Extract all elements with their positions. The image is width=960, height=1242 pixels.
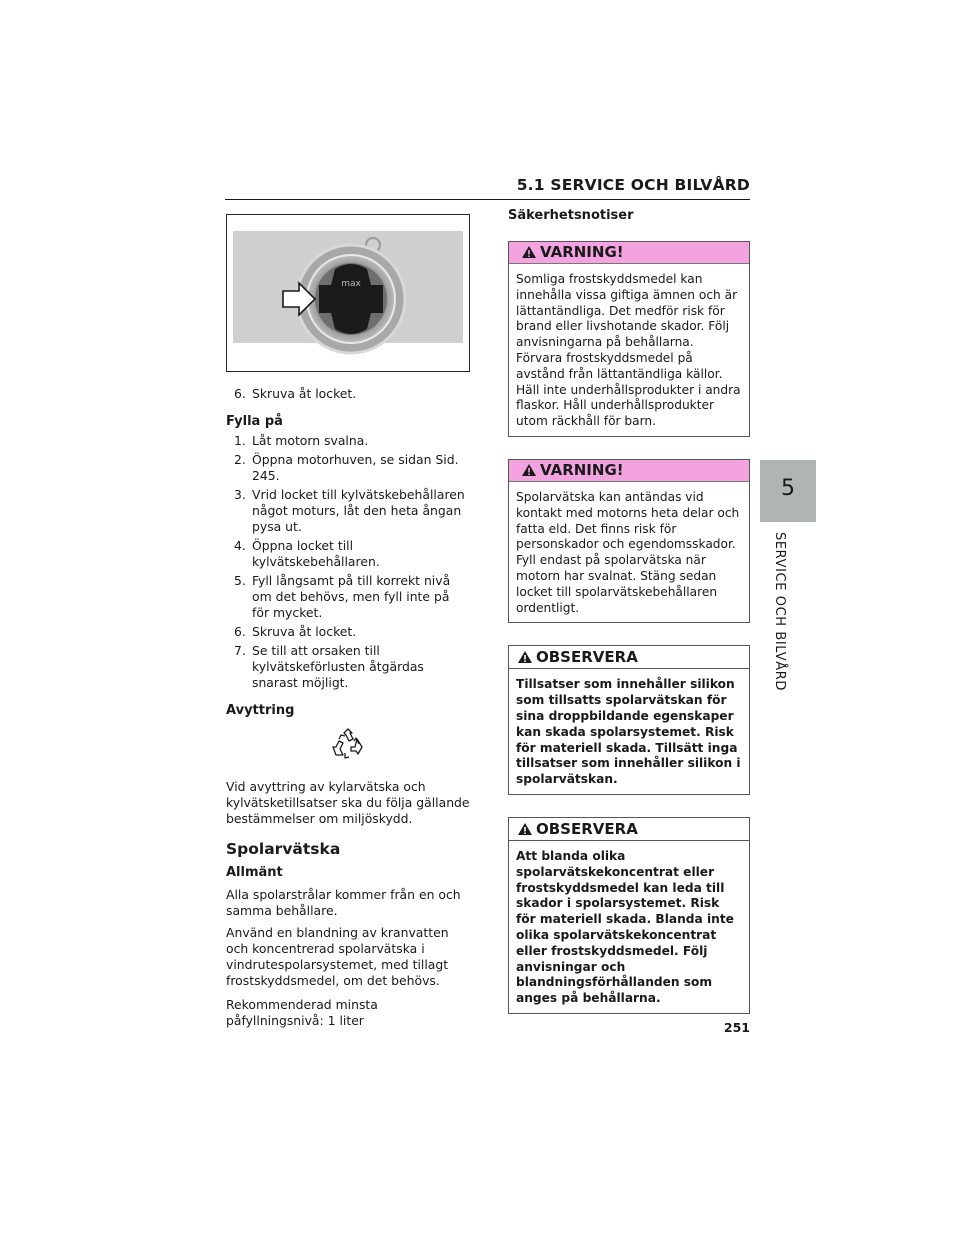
list-item: 1. Låt motorn svalna. — [234, 433, 369, 448]
step-list-top — [226, 386, 470, 402]
list-item: 6. Skruva åt locket. — [234, 386, 357, 401]
left-column — [226, 214, 470, 1029]
warning-label: VARNING! — [540, 243, 624, 261]
list-item: 6. Skruva åt locket. — [234, 624, 357, 639]
fill-heading: Fylla på — [226, 414, 283, 429]
notice-header — [509, 818, 749, 841]
notice-triangle-icon — [517, 650, 533, 664]
warning-header — [509, 242, 749, 264]
notice-box — [508, 645, 750, 795]
notice-text: Tillsatser som innehåller silikon som tillsatts spolarvätskan för sina droppbildande egenskaper kan skada spolarsystemet. Risk för materiell skada. Tillsätt inga tillsatser som innehåller silikon i spolarvätskan. — [516, 677, 741, 787]
cap-max-label: max — [341, 279, 361, 289]
header-rule — [225, 199, 750, 200]
coolant-cap-illustration — [227, 215, 469, 371]
fill-steps-list — [226, 433, 470, 691]
list-item: 5. Fyll långsamt på till korrekt nivå om det behövs, men fyll inte på för mycket. — [234, 573, 451, 620]
warning-text: Somliga frostskyddsmedel kan innehålla vissa giftiga ämnen och är lättantändliga. Det medför risk för brand eller livshotande skador. Följ anvisningarna på behållarna. Förvara frostskyddsmedel på avstånd från lättantändliga källor. Häll inte underhållsprodukter i andra flaskor. Håll underhållsprodukter utom räckhåll för barn. — [516, 272, 741, 429]
notice-label: OBSERVERA — [536, 648, 638, 667]
chapter-vertical-label: SERVICE OCH BILVÅRD — [772, 532, 787, 691]
washer-fluid-heading: Spolarvätska — [226, 840, 341, 858]
section-header-title: 5.1 SERVICE OCH BILVÅRD — [516, 176, 750, 194]
warning-box — [508, 459, 750, 623]
right-column — [508, 208, 750, 1036]
page-number: 251 — [723, 1020, 750, 1035]
warning-box — [508, 241, 750, 437]
coolant-cap-figure — [226, 214, 470, 372]
notice-triangle-icon — [517, 822, 533, 836]
warning-label: VARNING! — [540, 460, 624, 479]
list-item: 2. Öppna motorhuven, se sidan Sid. 245. — [234, 452, 459, 483]
warning-text: Spolarvätska kan antändas vid kontakt med motorns heta delar och fatta eld. Det finns risk för personskador och egendomsskador. Fyll endast på spolarvätska när motorn har svalnat. Stäng sedan locket till spolarvätskebehållaren ordentligt. — [516, 489, 740, 615]
recycle-icon — [226, 727, 470, 765]
warning-triangle-icon — [521, 245, 537, 259]
list-item: 4. Öppna locket till kylvätskebehållaren. — [234, 538, 380, 569]
general-paragraph: Använd en blandning av kranvatten och koncentrerad spolarvätska i vindrutespolarsystemet, med tillagt frostskyddsmedel, om det behövs. — [226, 925, 449, 988]
chapter-tab — [760, 460, 816, 522]
notice-label: OBSERVERA — [536, 819, 638, 838]
general-heading: Allmänt — [226, 865, 283, 880]
chapter-tab-number: 5 — [781, 476, 795, 501]
notice-text: Att blanda olika spolarvätskekoncentrat eller frostskyddsmedel kan leda till skador i spolarsystemet. Risk för materiell skada. Blanda inte olika spolarvätskekoncentrat eller frostskyddsmedel. Följ anvisningar och blandningsförhållanden som anges på behållarna. — [516, 848, 734, 1006]
disposal-text: Vid avyttring av kylarvätska och kylvätsketillsatser ska du följa gällande bestämmelser om miljöskydd. — [226, 779, 470, 826]
warning-header — [509, 460, 749, 482]
notice-box — [508, 817, 750, 1014]
warning-triangle-icon — [521, 463, 537, 477]
disposal-heading: Avyttring — [226, 703, 295, 718]
general-paragraph: Rekommenderad minsta påfyllningsnivå: 1 liter — [226, 997, 378, 1028]
general-paragraph: Alla spolarstrålar kommer från en och samma behållare. — [226, 887, 461, 918]
safety-notices-heading: Säkerhetsnotiser — [508, 208, 634, 223]
list-item: 3. Vrid locket till kylvätskebehållaren något moturs, låt den heta ångan pysa ut. — [234, 487, 465, 534]
notice-header — [509, 646, 749, 669]
list-item: 7. Se till att orsaken till kylvätskeförlusten åtgärdas snarast möjligt. — [234, 643, 424, 690]
